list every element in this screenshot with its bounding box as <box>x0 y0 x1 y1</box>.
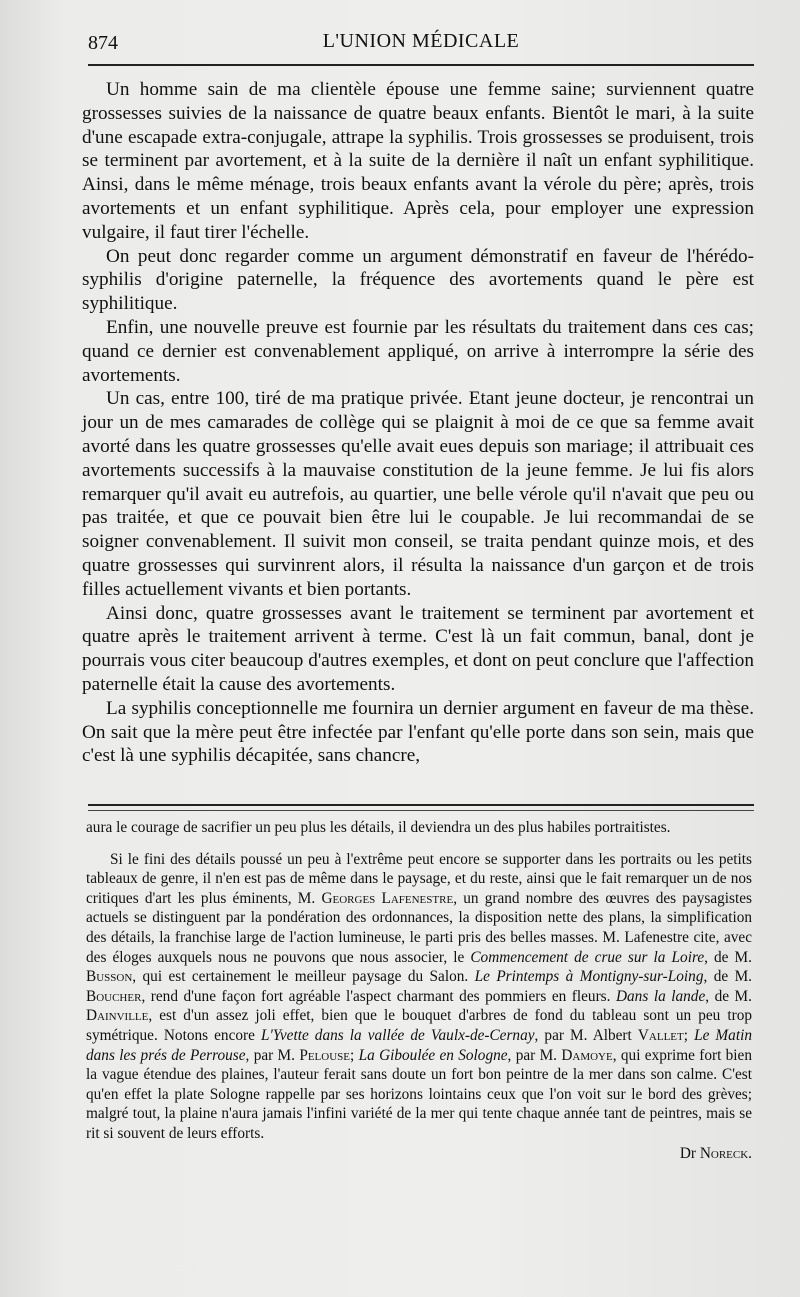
person-name: Georges Lafenestre <box>321 889 454 907</box>
paragraph: Ainsi donc, quatre grossesses avant le traitement se terminent par avortement et quatre après le traitement arrivent à terme. C'est là un fait commun, banal, dont je pourrais vous citer beaucoup d'autres exemples, et dont on peut conclure que l'affection paternelle était la cause des avortements. <box>82 602 754 695</box>
person-name: Busson <box>86 968 133 986</box>
footnote-carry-over: aura le courage de sacrifier un peu plus les détails, il deviendra un des plus habiles portraitistes. <box>86 819 671 836</box>
paragraph: Un homme sain de ma clientèle épouse une femme saine; surviennent quatre grossesses suivies de la naissance de quatre beaux enfants. Bientôt le mari, à la suite d'une escapade extra-conjugale, attrape la syphilis. Trois grossesses se produisent, trois se terminent par avortement, et à la suite de la dernière il naît un enfant syphilitique. Ainsi, dans le même ménage, trois beaux enfants avant la vérole du père; après, trois avortements et un enfant syphilitique. Après cela, pour employer une expression vulgaire, il faut tirer l'échelle. <box>82 79 754 243</box>
text-run: , qui exprime fort bien la vague étendue des plaines, l'auteur ferait sans doute un fort bon peintre de la mer dans son calme. C'est qu'en effet la plate Sologne rappelle par ses horizons lointains ceux que l'on voit sur le bord des grèves; malgré tout, la plaine n'aura jamais l'infini variété de la mer qui tente chaque année tant de peintres, mais se rit si souvent de leurs efforts. <box>86 1046 752 1142</box>
header-rule <box>88 64 754 66</box>
person-name: Boucher <box>86 987 142 1005</box>
person-name: Pelouse <box>299 1046 350 1064</box>
page-number: 874 <box>88 32 118 54</box>
feuilleton-footnote <box>86 818 752 1163</box>
paragraph: La syphilis conceptionnelle me fournira un dernier argument en faveur de ma thèse. On sait que la mère peut être infectée par l'enfant qu'elle porte dans son sein, mais que c'est là une syphilis décapitée, sans chancre, <box>82 697 754 767</box>
footnote-separator <box>88 804 754 811</box>
paragraph: On peut donc regarder comme un argument démonstratif en faveur de l'hérédo-syphilis d'origine paternelle, la fréquence des avortements quand le père est syphilitique. <box>82 245 754 315</box>
artwork-title: Le Printemps à Montigny-sur-Loing <box>474 968 704 986</box>
text-run: ; <box>350 1046 359 1064</box>
artwork-title: Dans la lande <box>615 987 706 1005</box>
footnote-paragraph <box>86 850 752 1144</box>
running-title: L'UNION MÉDICALE <box>322 30 520 52</box>
text-run: Si le fini des détails poussé un peu à l'extrême peut encore se supporter dans les portraits ou les petits tableaux de genre, il n'en est pas de même dans le paysage, et du reste, ainsi que le fait remarquer un de nos critiques d'art les plus éminents, M. <box>86 850 752 907</box>
text-run: , de M. <box>705 987 752 1005</box>
text-run: , de M. <box>703 968 752 986</box>
paragraph: Enfin, une nouvelle preuve est fournie par les résultats du traitement dans ces cas; quand ce dernier est convenablement appliqué, on arrive à interrompre la série des avortements. <box>82 316 754 386</box>
person-name: Vallet <box>637 1026 684 1044</box>
page-header <box>88 28 754 58</box>
text-run: , par M. <box>507 1046 562 1064</box>
text-run: ; <box>683 1026 695 1044</box>
person-name: Damoye <box>561 1046 613 1064</box>
text-run: , un grand nombre des œuvres des paysagistes actuels se distinguent par la pondération des ordonnances, la disposition nette des plans, la simplification des détails, la franchise large de l'action lumineuse, le parti pris des belles masses. M. Lafenestre cite, avec des éloges auxquels nous ne pouvons que nous associer, le <box>86 889 752 966</box>
main-text <box>82 78 754 768</box>
paragraph: Un cas, entre 100, tiré de ma pratique privée. Etant jeune docteur, je rencontrai un jour un de mes camarades de collège qui se plaignit à moi de ce que sa femme avait avorté dans les quatre grossesses qu'elle avait eues depuis son mariage; il attribuait ces avortements successifs à la mauvaise constitution de la jeune femme. Je lui fis alors remarquer qu'il avait eu autrefois, au quartier, une belle vérole qu'il n'avait que peu ou pas traitée, et que ce pouvait bien être lui le coupable. Je lui recommandai de se soigner convenablement. Il suivit mon conseil, se traita pendant quinze mois, et des quatre grossesses qui survinrent alors, il résulta la naissance d'un garçon et de trois filles actuellement vivants et bien portants. <box>82 388 754 600</box>
text-run: , qui est certainement le meilleur paysage du Salon. <box>132 968 475 986</box>
text-run: , rend d'une façon fort agréable l'aspect charmant des pommiers en fleurs. <box>141 987 616 1005</box>
text-run: , est d'un assez joli effet, bien que le bouquet d'arbres de fond du tableau sont un peu trop symétrique. Notons encore <box>86 1007 752 1044</box>
text-run: , de M. <box>704 948 752 966</box>
artwork-title: La Giboulée en Sologne <box>358 1046 508 1064</box>
artwork-title: Le Matin dans les prés de Perrouse <box>86 1026 752 1064</box>
person-name: Dainville <box>86 1007 149 1025</box>
text-run: , par M. Albert <box>534 1026 638 1044</box>
signature-prefix: Dr <box>679 1144 700 1162</box>
text-run: , par M. <box>245 1046 300 1064</box>
artwork-title: L'Yvette dans la vallée de Vaulx-de-Cernay <box>260 1026 535 1044</box>
signature-name: Noreck. <box>699 1144 752 1162</box>
author-signature <box>86 1144 752 1164</box>
artwork-title: Commencement de crue sur la Loire <box>470 948 705 966</box>
